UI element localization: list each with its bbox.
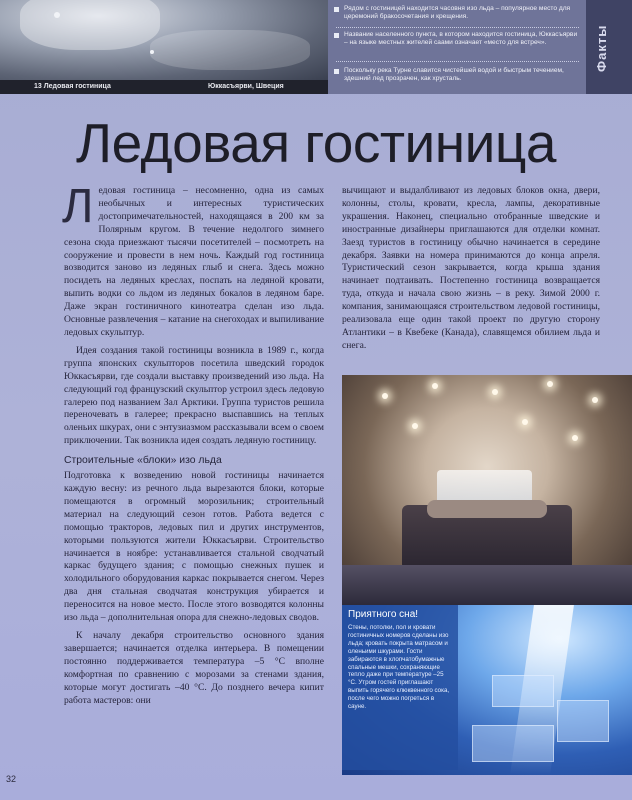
photo-caption-text: Стены, потолки, пол и кровати гостиничных номеров сделаны изо льда; кровать покрыта матрасом и оленьими шкурами. Гости забираются в хлопчатобумажные спальные мешки, сохраняющие тепло даже при температуре –25 °С. Утром гостей приглашают выпить горячего клюквенного сока, после чего можно погреться в сауне. (348, 624, 450, 711)
facts-tab (586, 0, 632, 94)
article-paragraph: Ледовая гостиница – несомненно, одна из самых необычных и интересных туристических достопримечательностей, находящаяся в 200 км за Полярным кругом. В течение недолгого зимнего сезона сюда приезжают тысячи посетителей – посмотреть на сооружение и провести в нем ночь. Каждый год гостиница возводится заново из ледяных глыб и снега. Здесь можно посидеть на ледяных креслах, поспать на ледяной кровати, выпить водки со льдом из ледяных бокалов в ледяном баре. Даже экран гостиничного кинотеатра сделан изо льда. Основные развлечения – катание на снегоходах и выпиливание ледовых скульптур. (62, 180, 324, 338)
article-paragraph: Подготовка к возведению новой гостиницы начинается каждую весну: из речного льда вырезаются блоки, которые помещаются в огромный морозильник; строительный материал на следующий сезон готов. Работа ведется с помощью тракторов, ледовых пил и других инструментов, которыми пользуются жители Юккасъярви. Строительство начинается в ноябре: устанавливается стальной сводчатый каркас будущего здания; с помощью снежных пушек и холодильного оборудования каркас покрывается снегом. Через два дня стальная сводчатая конструкция убирается и переносится на новое место. После этого возводятся колонны изо льда – дополнительная опора для снежно-ледовых сводов. (64, 470, 324, 624)
facts-box (328, 0, 586, 94)
drop-cap: Л (62, 180, 94, 233)
article-column-left (62, 180, 324, 712)
photo-caption-title: Приятного сна! (348, 609, 419, 620)
top-ice-photo (0, 0, 328, 80)
caption-location-place: Юккасъярви, Швеция (208, 83, 284, 90)
photo-caption-bar (0, 80, 328, 94)
article-paragraph: вычищают и выдалбливают из ледовых блоков окна, двери, колонны, столы, кровати, кресла, лампы, декоративные украшения. Наконец, специально отобранные шведские и иностранные дизайнеры приглашаются для отделки комнат. Заезд туристов в гостиницу обычно начинается в середине декабря. Заявки на номера принимаются до конца апреля. Туристический сезон закрывается, когда крыша здания начинает подтаивать. Постепенно гостиница возвращается туда, откуда и начала свою жизнь – в реку. Зимой 2000 г. компания, занимающаяся строительством ледовой гостиницы, реализовала еще один такой проект по другую сторону Атлантики – в Квебеке (Канада), славящемся обилием льда и снега. (342, 185, 600, 351)
caption-location-title: 13 Ледовая гостиница (34, 83, 111, 90)
fact-item: Поскольку река Турне славится чистейшей водой и быстрым течением, здешний лед прозрачен, как хрусталь. (344, 67, 579, 83)
ice-room-photo (342, 375, 632, 605)
fact-item: Рядом с гостиницей находится часовня изо льда – популярное место для церемоний бракосочетания и крещения. (344, 5, 579, 21)
photo-caption-box (342, 605, 458, 770)
facts-tab-label: Факты (594, 24, 609, 72)
fact-item: Название населенного пункта, в котором находится гостиница, Юккасъярви – на языке местных жителей саами означает «место для встреч». (344, 31, 578, 46)
page-number: 32 (6, 774, 17, 784)
article-paragraph: К началу декабря строительство основного здания завершается; начинается отделка интерьера. В помещении постоянно поддерживается температура –5 °С вполне комфортная по сравнению с морозами за стенами здания, которые могут достигать –40 °С. До позднего вечера кипит работа мастеров: они (64, 630, 324, 706)
article-paragraph: Идея создания такой гостиницы возникла в 1989 г., когда группа японских скульпторов посетила шведский городок Юккасъярви, где создали выставку произведений изо льда. На следующий год французский скульптор устроил здесь ледовую галерею под названием Зал Арктики. Группа туристов решила переночевать в галерее; прекрасно выспавшись на теплых оленьих шкурах, они с энтузиазмом рассказывали всем о своем приключении. Так возникла идея создать ледяную гостиницу. (64, 344, 324, 447)
section-subheading: Строительные «блоки» изо льда (64, 455, 222, 467)
fact-divider (336, 27, 579, 28)
article-title: Ледовая гостиница (76, 112, 556, 174)
fact-divider (336, 61, 579, 62)
article-column-right (342, 185, 600, 358)
